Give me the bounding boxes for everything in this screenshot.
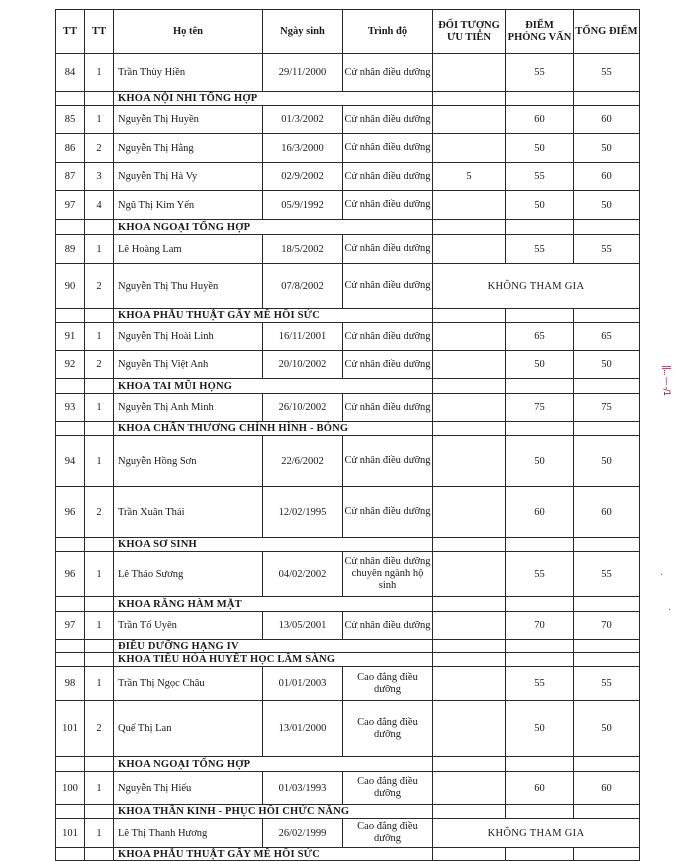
cell-dob: 16/11/2001 bbox=[263, 323, 343, 351]
section-spacer bbox=[574, 379, 640, 394]
cell-dob: 13/01/2000 bbox=[263, 701, 343, 757]
section-spacer bbox=[85, 538, 114, 552]
cell-interview-score: 75 bbox=[506, 394, 574, 422]
cell-total-score: 55 bbox=[574, 54, 640, 92]
section-spacer bbox=[506, 848, 574, 861]
header-dob: Ngày sinh bbox=[263, 10, 343, 54]
cell-interview-score: 50 bbox=[506, 191, 574, 220]
cell-degree: Cử nhân điều dưỡng bbox=[343, 106, 433, 134]
section-spacer bbox=[574, 805, 640, 819]
section-spacer bbox=[433, 538, 506, 552]
cell-tt: 92 bbox=[56, 351, 85, 379]
section-spacer bbox=[574, 640, 640, 653]
section-title: KHOA NGOẠI TỔNG HỢP bbox=[114, 757, 433, 772]
section-row bbox=[56, 597, 640, 612]
cell-not-participating: KHÔNG THAM GIA bbox=[433, 819, 640, 848]
cell-total-score: 50 bbox=[574, 134, 640, 163]
cell-name: Nguyễn Thị Hằng bbox=[114, 134, 263, 163]
cell-interview-score: 65 bbox=[506, 323, 574, 351]
table-row bbox=[56, 323, 640, 351]
cell-interview-score: 50 bbox=[506, 436, 574, 487]
section-spacer bbox=[56, 848, 85, 861]
cell-interview-score: 50 bbox=[506, 134, 574, 163]
cell-dob: 04/02/2002 bbox=[263, 552, 343, 597]
section-title: KHOA RĂNG HÀM MẶT bbox=[114, 597, 433, 612]
section-spacer bbox=[56, 597, 85, 612]
cell-priority bbox=[433, 612, 506, 640]
cell-name: Trần Tố Uyên bbox=[114, 612, 263, 640]
cell-priority bbox=[433, 487, 506, 538]
section-spacer bbox=[506, 220, 574, 235]
cell-total-score: 65 bbox=[574, 323, 640, 351]
cell-interview-score: 55 bbox=[506, 552, 574, 597]
cell-priority bbox=[433, 701, 506, 757]
section-spacer bbox=[56, 757, 85, 772]
cell-tt: 85 bbox=[56, 106, 85, 134]
table-row bbox=[56, 552, 640, 597]
cell-priority: 5 bbox=[433, 163, 506, 191]
cell-dob: 12/02/1995 bbox=[263, 487, 343, 538]
section-spacer bbox=[85, 379, 114, 394]
section-row bbox=[56, 653, 640, 667]
section-spacer bbox=[85, 220, 114, 235]
cell-tt: 97 bbox=[56, 191, 85, 220]
cell-tt-sub: 1 bbox=[85, 394, 114, 422]
section-title: ĐIỀU DƯỠNG HẠNG IV bbox=[114, 640, 433, 653]
cell-priority bbox=[433, 394, 506, 422]
cell-tt-sub: 1 bbox=[85, 772, 114, 805]
cell-total-score: 50 bbox=[574, 701, 640, 757]
cell-tt-sub: 1 bbox=[85, 235, 114, 264]
section-spacer bbox=[506, 538, 574, 552]
section-spacer bbox=[85, 92, 114, 106]
section-title: KHOA TAI MŨI HỌNG bbox=[114, 379, 433, 394]
cell-priority bbox=[433, 54, 506, 92]
cell-tt-sub: 2 bbox=[85, 134, 114, 163]
cell-dob: 13/05/2001 bbox=[263, 612, 343, 640]
table-row bbox=[56, 235, 640, 264]
section-row bbox=[56, 379, 640, 394]
cell-dob: 26/02/1999 bbox=[263, 819, 343, 848]
cell-name: Nguyễn Hồng Sơn bbox=[114, 436, 263, 487]
table-row bbox=[56, 701, 640, 757]
cell-priority bbox=[433, 323, 506, 351]
table-row bbox=[56, 134, 640, 163]
cell-tt-sub: 1 bbox=[85, 667, 114, 701]
cell-interview-score: 50 bbox=[506, 351, 574, 379]
cell-name: Quế Thị Lan bbox=[114, 701, 263, 757]
cell-tt: 100 bbox=[56, 772, 85, 805]
cell-dob: 18/5/2002 bbox=[263, 235, 343, 264]
cell-not-participating: KHÔNG THAM GIA bbox=[433, 264, 640, 309]
table-row bbox=[56, 772, 640, 805]
cell-priority bbox=[433, 351, 506, 379]
section-spacer bbox=[574, 309, 640, 323]
cell-tt-sub: 2 bbox=[85, 701, 114, 757]
cell-interview-score: 55 bbox=[506, 163, 574, 191]
cell-tt: 101 bbox=[56, 701, 85, 757]
header-interview-score: ĐIỂM PHỎNG VẤN bbox=[506, 10, 574, 54]
section-spacer bbox=[506, 653, 574, 667]
section-row bbox=[56, 220, 640, 235]
cell-tt-sub: 1 bbox=[85, 54, 114, 92]
table-row bbox=[56, 163, 640, 191]
cell-dob: 01/3/2002 bbox=[263, 106, 343, 134]
cell-tt-sub: 1 bbox=[85, 323, 114, 351]
cell-priority bbox=[433, 552, 506, 597]
cell-total-score: 55 bbox=[574, 552, 640, 597]
cell-interview-score: 60 bbox=[506, 772, 574, 805]
cell-tt: 93 bbox=[56, 394, 85, 422]
section-row bbox=[56, 805, 640, 819]
section-spacer bbox=[56, 805, 85, 819]
cell-degree: Cử nhân điều dưỡng bbox=[343, 235, 433, 264]
cell-priority bbox=[433, 106, 506, 134]
cell-tt: 84 bbox=[56, 54, 85, 92]
section-title: KHOA SƠ SINH bbox=[114, 538, 433, 552]
section-spacer bbox=[56, 92, 85, 106]
cell-tt-sub: 2 bbox=[85, 351, 114, 379]
section-spacer bbox=[574, 757, 640, 772]
cell-interview-score: 50 bbox=[506, 701, 574, 757]
section-spacer bbox=[574, 92, 640, 106]
cell-name: Nguyễn Thị Hoài Linh bbox=[114, 323, 263, 351]
cell-name: Nguyễn Thị Anh Minh bbox=[114, 394, 263, 422]
header-row bbox=[56, 10, 640, 54]
cell-priority bbox=[433, 436, 506, 487]
section-spacer bbox=[574, 597, 640, 612]
cell-tt: 90 bbox=[56, 264, 85, 309]
cell-degree: Cử nhân điều dưỡng bbox=[343, 54, 433, 92]
cell-degree: Cử nhân điều dưỡng bbox=[343, 264, 433, 309]
margin-handwriting: ||... — -/1 bbox=[661, 365, 671, 396]
section-spacer bbox=[56, 309, 85, 323]
cell-interview-score: 55 bbox=[506, 54, 574, 92]
cell-tt-sub: 1 bbox=[85, 819, 114, 848]
section-spacer bbox=[574, 538, 640, 552]
table-row bbox=[56, 394, 640, 422]
cell-total-score: 50 bbox=[574, 436, 640, 487]
cell-interview-score: 55 bbox=[506, 667, 574, 701]
margin-speck: · bbox=[668, 605, 672, 616]
section-spacer bbox=[574, 422, 640, 436]
section-row bbox=[56, 538, 640, 552]
section-spacer bbox=[85, 653, 114, 667]
cell-degree: Cử nhân điều dưỡng bbox=[343, 487, 433, 538]
cell-tt-sub: 1 bbox=[85, 436, 114, 487]
section-row bbox=[56, 757, 640, 772]
cell-tt: 91 bbox=[56, 323, 85, 351]
cell-tt-sub: 3 bbox=[85, 163, 114, 191]
table-row bbox=[56, 191, 640, 220]
section-spacer bbox=[56, 422, 85, 436]
section-spacer bbox=[85, 422, 114, 436]
section-spacer bbox=[433, 92, 506, 106]
table-row bbox=[56, 106, 640, 134]
cell-degree: Cử nhân điều dưỡng bbox=[343, 351, 433, 379]
cell-tt: 89 bbox=[56, 235, 85, 264]
cell-dob: 22/6/2002 bbox=[263, 436, 343, 487]
section-row bbox=[56, 848, 640, 861]
table-row bbox=[56, 487, 640, 538]
header-total-score: TỔNG ĐIỂM bbox=[574, 10, 640, 54]
section-spacer bbox=[433, 379, 506, 394]
section-title: KHOA TIÊU HÓA HUYẾT HỌC LÂM SÀNG bbox=[114, 653, 433, 667]
table-row bbox=[56, 612, 640, 640]
cell-degree: Cử nhân điều dưỡng bbox=[343, 394, 433, 422]
cell-total-score: 60 bbox=[574, 163, 640, 191]
section-spacer bbox=[56, 653, 85, 667]
cell-priority bbox=[433, 235, 506, 264]
section-spacer bbox=[506, 92, 574, 106]
section-spacer bbox=[56, 538, 85, 552]
cell-name: Nguyễn Thị Huyền bbox=[114, 106, 263, 134]
section-spacer bbox=[433, 805, 506, 819]
cell-degree: Cao đẳng điều dưỡng bbox=[343, 667, 433, 701]
cell-dob: 16/3/2000 bbox=[263, 134, 343, 163]
cell-tt: 97 bbox=[56, 612, 85, 640]
cell-dob: 02/9/2002 bbox=[263, 163, 343, 191]
header-tt-sub: TT bbox=[85, 10, 114, 54]
section-spacer bbox=[574, 653, 640, 667]
section-spacer bbox=[506, 422, 574, 436]
section-spacer bbox=[433, 220, 506, 235]
cell-interview-score: 55 bbox=[506, 235, 574, 264]
cell-total-score: 60 bbox=[574, 106, 640, 134]
candidate-score-table bbox=[55, 9, 640, 861]
cell-name: Nguyễn Thị Việt Anh bbox=[114, 351, 263, 379]
cell-degree: Cử nhân điều dưỡng chuyên ngành hộ sinh bbox=[343, 552, 433, 597]
cell-interview-score: 60 bbox=[506, 106, 574, 134]
section-spacer bbox=[56, 220, 85, 235]
header-priority: ĐỐI TƯỢNG ƯU TIÊN bbox=[433, 10, 506, 54]
section-title: KHOA PHẪU THUẬT GÂY MÊ HỒI SỨC bbox=[114, 848, 433, 861]
section-title: KHOA NỘI NHI TỔNG HỢP bbox=[114, 92, 433, 106]
cell-name: Lê Hoàng Lam bbox=[114, 235, 263, 264]
table-row bbox=[56, 436, 640, 487]
cell-tt-sub: 2 bbox=[85, 487, 114, 538]
section-spacer bbox=[433, 757, 506, 772]
cell-degree: Cử nhân điều dưỡng bbox=[343, 134, 433, 163]
cell-total-score: 60 bbox=[574, 487, 640, 538]
section-title: KHOA CHẤN THƯƠNG CHỈNH HÌNH - BỎNG bbox=[114, 422, 433, 436]
table-row bbox=[56, 264, 640, 309]
cell-name: Nguyễn Thị Hiếu bbox=[114, 772, 263, 805]
cell-tt: 101 bbox=[56, 819, 85, 848]
cell-dob: 29/11/2000 bbox=[263, 54, 343, 92]
section-spacer bbox=[506, 640, 574, 653]
cell-name: Lê Thảo Sương bbox=[114, 552, 263, 597]
section-spacer bbox=[574, 220, 640, 235]
section-row bbox=[56, 309, 640, 323]
section-row bbox=[56, 422, 640, 436]
cell-dob: 07/8/2002 bbox=[263, 264, 343, 309]
section-spacer bbox=[85, 757, 114, 772]
section-row bbox=[56, 92, 640, 106]
cell-tt-sub: 1 bbox=[85, 552, 114, 597]
section-spacer bbox=[56, 640, 85, 653]
section-title: KHOA PHẪU THUẬT GÂY MÊ HỒI SỨC bbox=[114, 309, 433, 323]
cell-name: Nguyễn Thị Thu Huyền bbox=[114, 264, 263, 309]
cell-dob: 01/03/1993 bbox=[263, 772, 343, 805]
section-spacer bbox=[85, 805, 114, 819]
section-spacer bbox=[506, 379, 574, 394]
cell-priority bbox=[433, 667, 506, 701]
table-row bbox=[56, 819, 640, 848]
cell-name: Lê Thị Thanh Hương bbox=[114, 819, 263, 848]
cell-dob: 20/10/2002 bbox=[263, 351, 343, 379]
cell-total-score: 75 bbox=[574, 394, 640, 422]
cell-tt-sub: 1 bbox=[85, 106, 114, 134]
header-name: Họ tên bbox=[114, 10, 263, 54]
section-spacer bbox=[433, 640, 506, 653]
section-spacer bbox=[85, 597, 114, 612]
cell-tt-sub: 4 bbox=[85, 191, 114, 220]
cell-degree: Cử nhân điều dưỡng bbox=[343, 612, 433, 640]
cell-tt: 96 bbox=[56, 552, 85, 597]
cell-tt: 86 bbox=[56, 134, 85, 163]
section-spacer bbox=[506, 757, 574, 772]
cell-degree: Cao đẳng điều dưỡng bbox=[343, 701, 433, 757]
section-title: KHOA THẦN KINH - PHỤC HỒI CHỨC NĂNG bbox=[114, 805, 433, 819]
cell-degree: Cử nhân điều dưỡng bbox=[343, 436, 433, 487]
cell-priority bbox=[433, 772, 506, 805]
cell-degree: Cao đẳng điều dưỡng bbox=[343, 819, 433, 848]
section-spacer bbox=[506, 597, 574, 612]
cell-tt: 94 bbox=[56, 436, 85, 487]
cell-tt: 98 bbox=[56, 667, 85, 701]
cell-name: Trần Xuân Thái bbox=[114, 487, 263, 538]
table-row bbox=[56, 54, 640, 92]
cell-dob: 01/01/2003 bbox=[263, 667, 343, 701]
cell-tt: 96 bbox=[56, 487, 85, 538]
cell-total-score: 55 bbox=[574, 235, 640, 264]
cell-degree: Cử nhân điều dưỡng bbox=[343, 191, 433, 220]
table-row bbox=[56, 351, 640, 379]
cell-total-score: 70 bbox=[574, 612, 640, 640]
cell-priority bbox=[433, 134, 506, 163]
cell-degree: Cử nhân điều dưỡng bbox=[343, 323, 433, 351]
cell-name: Nguyễn Thị Hà Vy bbox=[114, 163, 263, 191]
cell-interview-score: 70 bbox=[506, 612, 574, 640]
section-spacer bbox=[433, 653, 506, 667]
section-spacer bbox=[433, 597, 506, 612]
cell-degree: Cử nhân điều dưỡng bbox=[343, 163, 433, 191]
cell-dob: 05/9/1992 bbox=[263, 191, 343, 220]
section-spacer bbox=[574, 848, 640, 861]
cell-total-score: 50 bbox=[574, 191, 640, 220]
cell-dob: 26/10/2002 bbox=[263, 394, 343, 422]
section-spacer bbox=[85, 848, 114, 861]
cell-name: Trần Thị Ngọc Châu bbox=[114, 667, 263, 701]
header-tt: TT bbox=[56, 10, 85, 54]
section-spacer bbox=[433, 848, 506, 861]
cell-name: Ngũ Thị Kim Yến bbox=[114, 191, 263, 220]
cell-degree: Cao đẳng điều dưỡng bbox=[343, 772, 433, 805]
section-spacer bbox=[433, 309, 506, 323]
cell-interview-score: 60 bbox=[506, 487, 574, 538]
table-row bbox=[56, 667, 640, 701]
cell-tt-sub: 2 bbox=[85, 264, 114, 309]
section-row bbox=[56, 640, 640, 653]
cell-tt-sub: 1 bbox=[85, 612, 114, 640]
cell-total-score: 60 bbox=[574, 772, 640, 805]
margin-speck: · bbox=[660, 570, 664, 581]
cell-total-score: 55 bbox=[574, 667, 640, 701]
section-spacer bbox=[506, 309, 574, 323]
section-spacer bbox=[506, 805, 574, 819]
cell-total-score: 50 bbox=[574, 351, 640, 379]
cell-name: Trần Thùy Hiền bbox=[114, 54, 263, 92]
section-spacer bbox=[56, 379, 85, 394]
cell-tt: 87 bbox=[56, 163, 85, 191]
header-degree: Trình độ bbox=[343, 10, 433, 54]
section-title: KHOA NGOẠI TỔNG HỢP bbox=[114, 220, 433, 235]
section-spacer bbox=[433, 422, 506, 436]
table-body bbox=[56, 54, 640, 861]
section-spacer bbox=[85, 309, 114, 323]
section-spacer bbox=[85, 640, 114, 653]
cell-priority bbox=[433, 191, 506, 220]
